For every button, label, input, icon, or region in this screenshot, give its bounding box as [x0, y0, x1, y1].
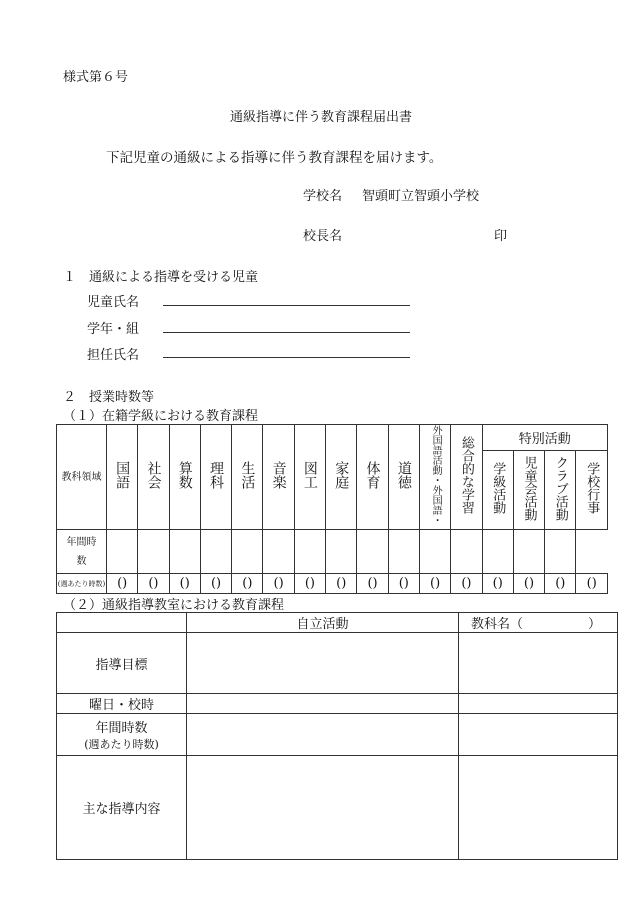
seal-mark: 印: [494, 229, 508, 244]
subject-label: 体育: [364, 461, 381, 489]
page-title: 通級指導に伴う教育課程届出書: [230, 110, 413, 125]
subject-label: 国語: [114, 461, 131, 489]
integrated-study-cell: [451, 425, 482, 530]
subject-cell: [169, 425, 200, 530]
annual-hours-input[interactable]: [513, 530, 544, 574]
annual-hours-label-cell: [57, 530, 107, 574]
annual-hours-subject-input[interactable]: [459, 714, 618, 756]
foreign-language-cell: [419, 425, 450, 530]
integrated-study-label: 総合的な学習: [458, 436, 474, 514]
section2-sub1: （１）在籍学級における教育課程: [63, 409, 259, 424]
resource-room-curriculum-table: [56, 612, 618, 860]
annual-hours-row: [57, 530, 608, 574]
special-activity-label: クラブ活動: [552, 455, 568, 521]
special-activity-label: 学校行事: [584, 462, 600, 514]
annual-hours-input[interactable]: [263, 530, 294, 574]
annual-hours-input[interactable]: [419, 530, 450, 574]
weekly-hours-input[interactable]: (): [513, 574, 544, 594]
principal-name-label: 校長名: [303, 229, 343, 244]
weekly-hours-input[interactable]: (): [545, 574, 576, 594]
day-period-jiritsu-input[interactable]: [187, 694, 459, 714]
annual-hours-input[interactable]: [388, 530, 419, 574]
weekly-hours-input[interactable]: (): [482, 574, 513, 594]
annual-hours-input[interactable]: [169, 530, 200, 574]
annual-hours-input[interactable]: [357, 530, 388, 574]
weekly-hours-input[interactable]: (): [419, 574, 450, 594]
subject-area-label-cell: [57, 425, 107, 530]
homeroom-curriculum-table: [56, 424, 608, 594]
form-number: 様式第６号: [63, 70, 129, 85]
subject-cell: [138, 425, 169, 530]
grade-class-line[interactable]: [163, 332, 410, 333]
weekly-hours-input[interactable]: (): [200, 574, 231, 594]
subject-label: 音楽: [270, 461, 287, 489]
weekly-hours-label: (週あたり時数): [57, 574, 107, 594]
weekly-hours-input[interactable]: (): [357, 574, 388, 594]
section1-heading: １ 通級による指導を受ける児童: [63, 270, 259, 285]
guidance-goal-jiritsu-input[interactable]: [187, 633, 459, 694]
homeroom-teacher-line[interactable]: [163, 357, 410, 358]
special-activity-cell: [482, 451, 513, 530]
special-activity-cell: [576, 451, 608, 530]
student-name-line[interactable]: [163, 305, 410, 306]
main-content-subject-input[interactable]: [459, 756, 618, 860]
weekly-hours-input[interactable]: (): [107, 574, 138, 594]
subject-cell: [232, 425, 263, 530]
annual-hours-input[interactable]: [232, 530, 263, 574]
annual-hours-input[interactable]: [138, 530, 169, 574]
foreign-language-label: 外国語活動・外国語・: [430, 425, 442, 525]
school-name-label: 学校名: [303, 189, 343, 204]
subject-cell: [357, 425, 388, 530]
special-activity-label: 児童会活動: [521, 455, 537, 521]
annual-hours-label: 年間時数: [66, 536, 97, 567]
subject-cell: [294, 425, 325, 530]
subject-label: 算数: [176, 461, 193, 489]
weekly-hours-input[interactable]: (): [232, 574, 263, 594]
subject-label: 生活: [239, 461, 256, 489]
weekly-hours-input[interactable]: (): [138, 574, 169, 594]
subject-label: 道徳: [395, 461, 412, 489]
weekly-hours-input[interactable]: (): [451, 574, 482, 594]
subject-cell: [107, 425, 138, 530]
weekly-hours-label: (週あたり時数): [84, 738, 159, 751]
annual-hours-jiritsu-input[interactable]: [187, 714, 459, 756]
annual-hours-input[interactable]: [451, 530, 482, 574]
section2-sub2: （２）通級指導教室における教育課程: [63, 598, 285, 613]
guidance-goal-label: 指導目標: [57, 633, 187, 694]
special-activity-cell: [513, 451, 544, 530]
annual-hours-input[interactable]: [107, 530, 138, 574]
main-content-label: 主な指導内容: [57, 756, 187, 860]
subject-label: 図工: [301, 461, 318, 489]
weekly-hours-input[interactable]: (): [169, 574, 200, 594]
special-activities-label: 特別活動: [518, 432, 571, 447]
subject-name-header: 教科名（ ）: [459, 613, 618, 633]
main-content-jiritsu-input[interactable]: [187, 756, 459, 860]
school-name-value: 智頭町立智頭小学校: [362, 189, 480, 204]
special-activity-label: 学級活動: [490, 462, 506, 514]
blank-header-cell: [57, 613, 187, 633]
annual-hours-input[interactable]: [482, 530, 513, 574]
special-activities-header: [482, 425, 607, 451]
annual-hours-cell: [57, 714, 187, 756]
subject-cell: [263, 425, 294, 530]
subject-cell: [388, 425, 419, 530]
annual-hours-input[interactable]: [294, 530, 325, 574]
jiritsu-header: 自立活動: [187, 613, 459, 633]
homeroom-teacher-label: 担任氏名: [87, 348, 140, 363]
student-name-label: 児童氏名: [87, 295, 140, 310]
day-period-label: 曜日・校時: [57, 694, 187, 714]
subject-cell: [200, 425, 231, 530]
weekly-hours-input[interactable]: (): [576, 574, 608, 594]
guidance-goal-subject-input[interactable]: [459, 633, 618, 694]
weekly-hours-row: [57, 574, 608, 594]
subject-label: 理科: [208, 461, 225, 489]
subject-label: 家庭: [333, 461, 350, 489]
subject-cell: [326, 425, 357, 530]
grade-class-label: 学年・組: [87, 322, 140, 337]
special-activity-cell: [545, 451, 576, 530]
subject-label: 社会: [145, 461, 162, 489]
section2-heading: ２ 授業時数等: [63, 390, 155, 405]
weekly-hours-input[interactable]: (): [263, 574, 294, 594]
weekly-hours-input[interactable]: (): [294, 574, 325, 594]
annual-hours-label: 年間時数: [95, 721, 148, 736]
weekly-hours-input[interactable]: (): [388, 574, 419, 594]
weekly-hours-input[interactable]: (): [326, 574, 357, 594]
subject-area-label: 教科領域: [61, 471, 102, 483]
annual-hours-input[interactable]: [545, 530, 576, 574]
annual-hours-input[interactable]: [200, 530, 231, 574]
day-period-subject-input[interactable]: [459, 694, 618, 714]
annual-hours-input[interactable]: [326, 530, 357, 574]
intro-text: 下記児童の通級による指導に伴う教育課程を届けます。: [106, 150, 443, 166]
